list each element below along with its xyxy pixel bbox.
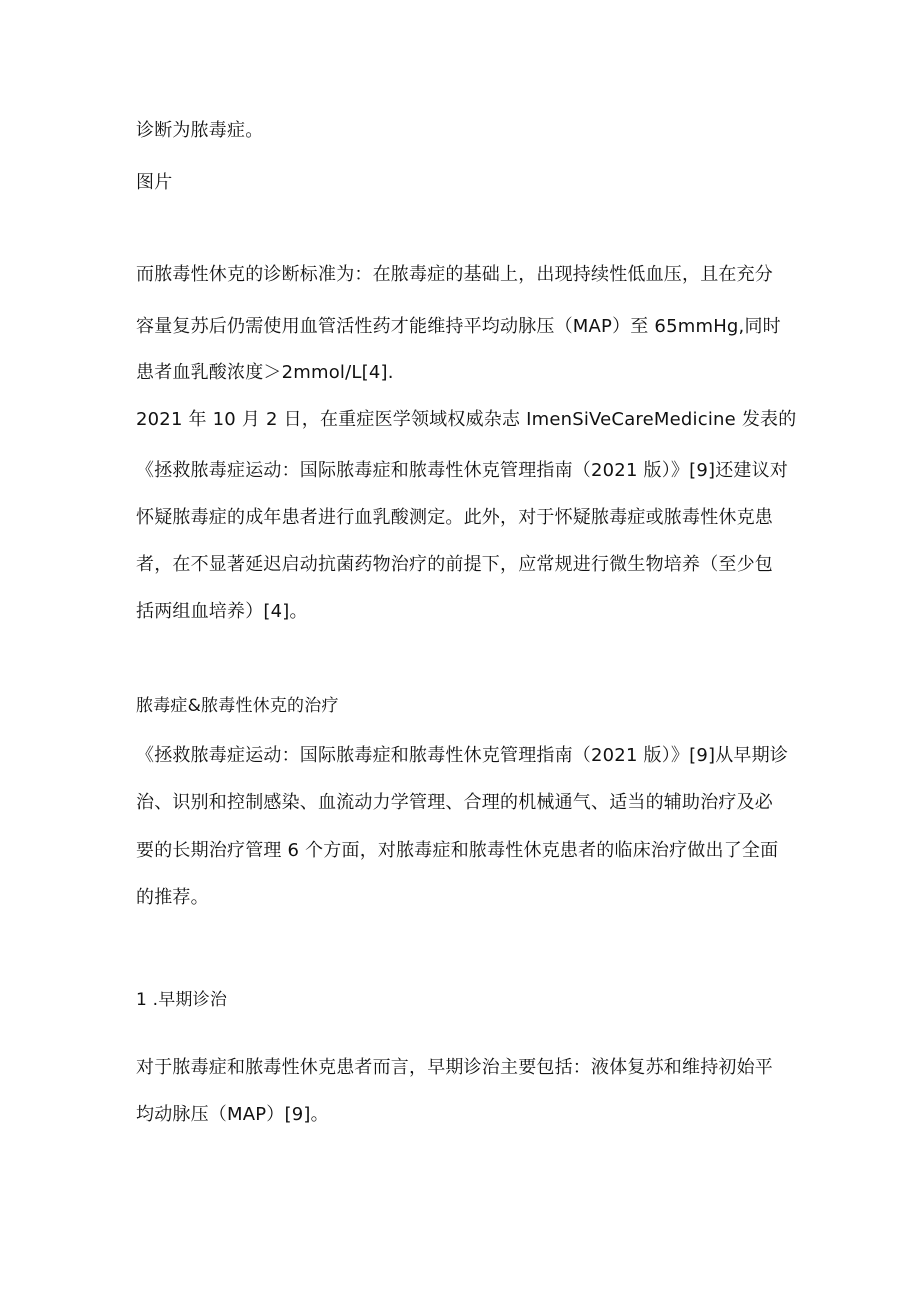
image-placeholder-label: 图片 — [136, 172, 173, 193]
treatment-paragraph-line-3: 要的长期治疗管理 6 个方面，对脓毒症和脓毒性休克患者的临床治疗做出了全面 — [136, 840, 779, 861]
subheading-early-treatment: 1 .早期诊治 — [136, 990, 228, 1010]
treatment-paragraph-line-4: 的推荐。 — [136, 887, 209, 908]
early-treatment-line-2: 均动脉压（MAP）[9]。 — [136, 1104, 329, 1125]
guideline-paragraph-line-5: 括两组血培养）[4]。 — [136, 601, 308, 622]
guideline-paragraph-line-4: 者，在不显著延迟启动抗菌药物治疗的前提下，应常规进行微生物培养（至少包 — [136, 554, 773, 575]
guideline-paragraph-line-3: 怀疑脓毒症的成年患者进行血乳酸测定。此外，对于怀疑脓毒症或脓毒性休克患 — [136, 507, 773, 528]
diagnosis-paragraph-line-2: 容量复苏后仍需使用血管活性药才能维持平均动脉压（MAP）至 65mmHg,同时 — [136, 316, 781, 337]
intro-line: 诊断为脓毒症。 — [136, 120, 264, 141]
guideline-paragraph-line-1: 2021 年 10 月 2 日，在重症医学领域权威杂志 ImenSiVeCareMedicine 发表的 — [136, 409, 797, 430]
diagnosis-paragraph-line-1: 而脓毒性休克的诊断标准为：在脓毒症的基础上，出现持续性低血压，且在充分 — [136, 264, 773, 285]
early-treatment-line-1: 对于脓毒症和脓毒性休克患者而言，早期诊治主要包括：液体复苏和维持初始平 — [136, 1057, 773, 1078]
guideline-paragraph-line-2: 《拯救脓毒症运动：国际脓毒症和脓毒性休克管理指南（2021 版）》[9]还建议对 — [136, 460, 789, 481]
diagnosis-paragraph-line-3: 患者血乳酸浓度＞2mmol/L[4]. — [136, 362, 394, 383]
treatment-paragraph-line-1: 《拯救脓毒症运动：国际脓毒症和脓毒性休克管理指南（2021 版）》[9]从早期诊 — [136, 745, 789, 766]
treatment-paragraph-line-2: 治、识别和控制感染、血流动力学管理、合理的机械通气、适当的辅助治疗及必 — [136, 792, 773, 813]
section-heading: 脓毒症&脓毒性休克的治疗 — [136, 696, 339, 716]
